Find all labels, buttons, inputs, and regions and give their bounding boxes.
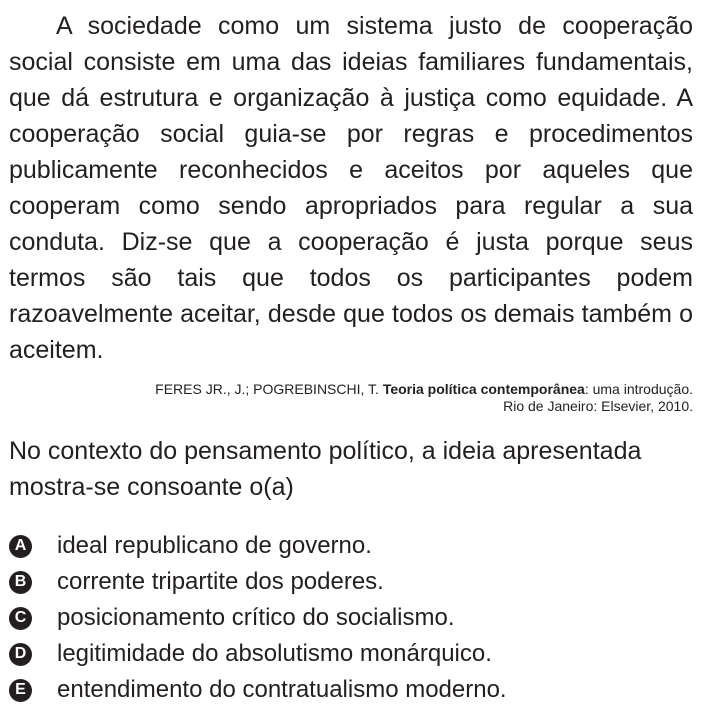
option-a[interactable]: [9, 528, 507, 564]
citation-authors: FERES JR., J.; POGREBINSCHI, T.: [155, 381, 383, 397]
option-letter-badge: D: [9, 643, 32, 666]
answer-options: [9, 528, 507, 708]
option-c[interactable]: [9, 600, 507, 636]
option-text: corrente tripartite dos poderes.: [57, 568, 384, 595]
passage-text: A sociedade como um sistema justo de cooperação social consiste em uma das ideias familiares fundamentais, que dá estrutura e organização à justiça como equidade. A cooperação social guia-se por regras e procedimentos publicamente reconhecidos e aceitos por aqueles que cooperam como sendo apropriados para regular a sua conduta. Diz-se que a cooperação é justa porque seus termos são tais que todos os participantes podem razoavelmente aceitar, desde que todos os demais também o aceitem.: [9, 12, 693, 364]
option-text: legitimidade do absolutismo monárquico.: [57, 640, 492, 667]
option-text: ideal republicano de governo.: [57, 532, 372, 559]
option-letter-badge: C: [9, 607, 32, 630]
citation: [9, 381, 693, 415]
option-letter-badge: E: [9, 679, 32, 702]
citation-publication: Rio de Janeiro: Elsevier, 2010.: [503, 398, 693, 414]
option-text: entendimento do contratualismo moderno.: [57, 676, 507, 703]
citation-subtitle: : uma introdução.: [584, 381, 693, 397]
question-prompt: No contexto do pensamento político, a ideia apresentada mostra-se consoante o(a): [9, 437, 642, 501]
option-letter-badge: B: [9, 571, 32, 594]
option-d[interactable]: [9, 636, 507, 672]
option-letter-badge: A: [9, 535, 32, 558]
citation-line-1: [9, 381, 693, 398]
option-b[interactable]: [9, 564, 507, 600]
option-e[interactable]: [9, 672, 507, 708]
option-text: posicionamento crítico do socialismo.: [57, 604, 455, 631]
citation-title: Teoria política contemporânea: [382, 381, 585, 397]
